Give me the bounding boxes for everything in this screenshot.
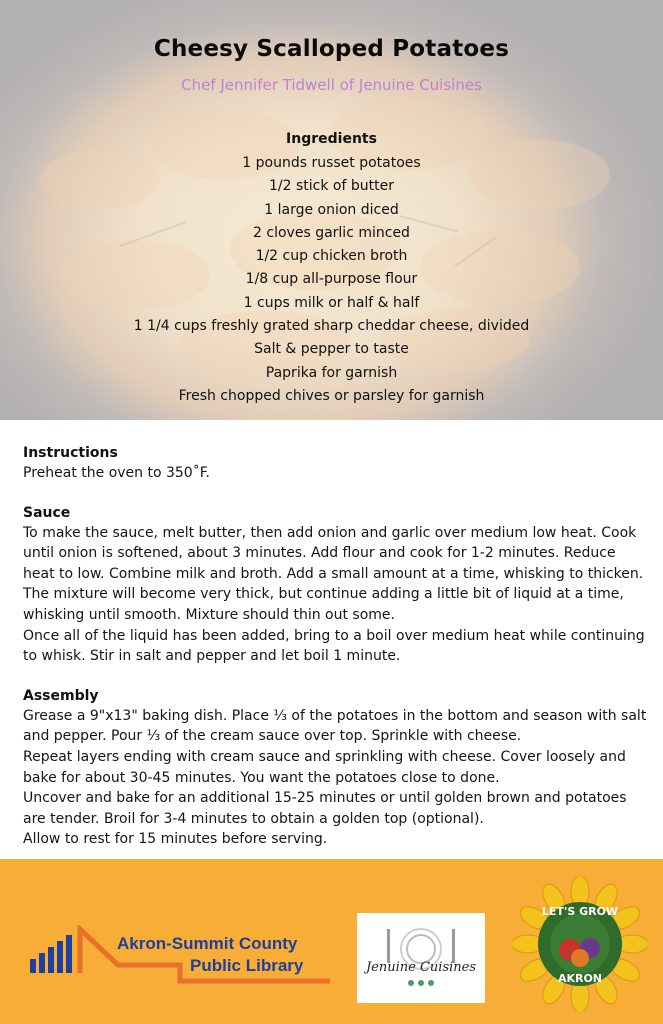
ingredient-item: Paprika for garnish: [265, 364, 398, 381]
chef-credit: Chef Jennifer Tidwell of Jenuine Cuisines: [181, 76, 482, 94]
assembly-paragraph: Repeat layers ending with cream sauce and sprinkling with cheese. Cover loosely and bake for about 30-45 minutes. You want the potatoes close to done.: [23, 748, 626, 786]
ingredient-item: 1/8 cup all-purpose flour: [245, 271, 418, 288]
library-line-1: Akron-Summit County: [117, 934, 298, 953]
ingredient-item: 1/2 cup chicken broth: [255, 248, 408, 265]
assembly-paragraph: Uncover and bake for an additional 15-25 minutes or until golden brown and potatoes are tender. Broil for 3-4 minutes to obtain a golden top (optional).: [23, 790, 627, 827]
assembly-heading: Assembly: [23, 687, 99, 704]
ingredient-item: Salt & pepper to taste: [254, 341, 409, 358]
recipe-title: Cheesy Scalloped Potatoes: [153, 36, 510, 62]
assembly-paragraph: Grease a 9"x13" baking dish. Place ⅓ of the potatoes in the bottom and season with salt and pepper. Pour ⅓ of the cream sauce over top. Sprinkle with cheese.: [23, 707, 647, 745]
jenuine-cuisines-logo: [357, 913, 485, 1003]
ingredient-item: 1 pounds russet potatoes: [242, 155, 421, 171]
ingredient-item: 1 1/4 cups freshly grated sharp cheddar cheese, divided: [133, 318, 530, 335]
plate-icon: [357, 913, 485, 1003]
ingredient-item: 1 cups milk or half & half: [243, 294, 420, 311]
akron-label: AKRON: [557, 972, 603, 985]
ingredient-item: 1 large onion diced: [264, 201, 399, 218]
sauce-paragraph: To make the sauce, melt butter, then add onion and garlic over medium low heat. Cook until onion is softened, about 3 minutes. Add flour and cook for 1-2 minutes. Reduce heat to low. Combine milk and broth. Add a small amount at a time, whisking to thicken. The mixture will become very thick, but continue adding a little bit of liquid at a time, whisking until smooth. Mixture should thin out some.: [23, 524, 644, 623]
ingredient-item: 2 cloves garlic minced: [253, 224, 410, 241]
instructions-section: [23, 444, 648, 850]
ingredients-list: [0, 152, 663, 408]
lets-grow-label: LET'S GROW: [541, 905, 619, 918]
lets-grow-akron-sunflower-icon: [513, 877, 647, 1011]
instructions-heading: Instructions: [23, 445, 118, 461]
preheat-text: Preheat the oven to 350˚F.: [23, 465, 210, 481]
library-line-2: Public Library: [190, 956, 304, 975]
ingredient-item: Fresh chopped chives or parsley for garnish: [178, 387, 485, 404]
library-name: [117, 933, 303, 977]
ingredient-item: 1/2 stick of butter: [269, 178, 394, 195]
sauce-heading: Sauce: [23, 504, 71, 521]
jenuine-cuisines-wordmark: Jenuine Cuisines: [365, 960, 477, 975]
ingredients-heading: Ingredients: [286, 131, 377, 147]
assembly-paragraph: Allow to rest for 15 minutes before serving.: [23, 831, 328, 848]
sauce-paragraph: Once all of the liquid has been added, bring to a boil over medium heat while continuing to whisk. Stir in salt and pepper and let boil 1 minute.: [23, 627, 645, 665]
